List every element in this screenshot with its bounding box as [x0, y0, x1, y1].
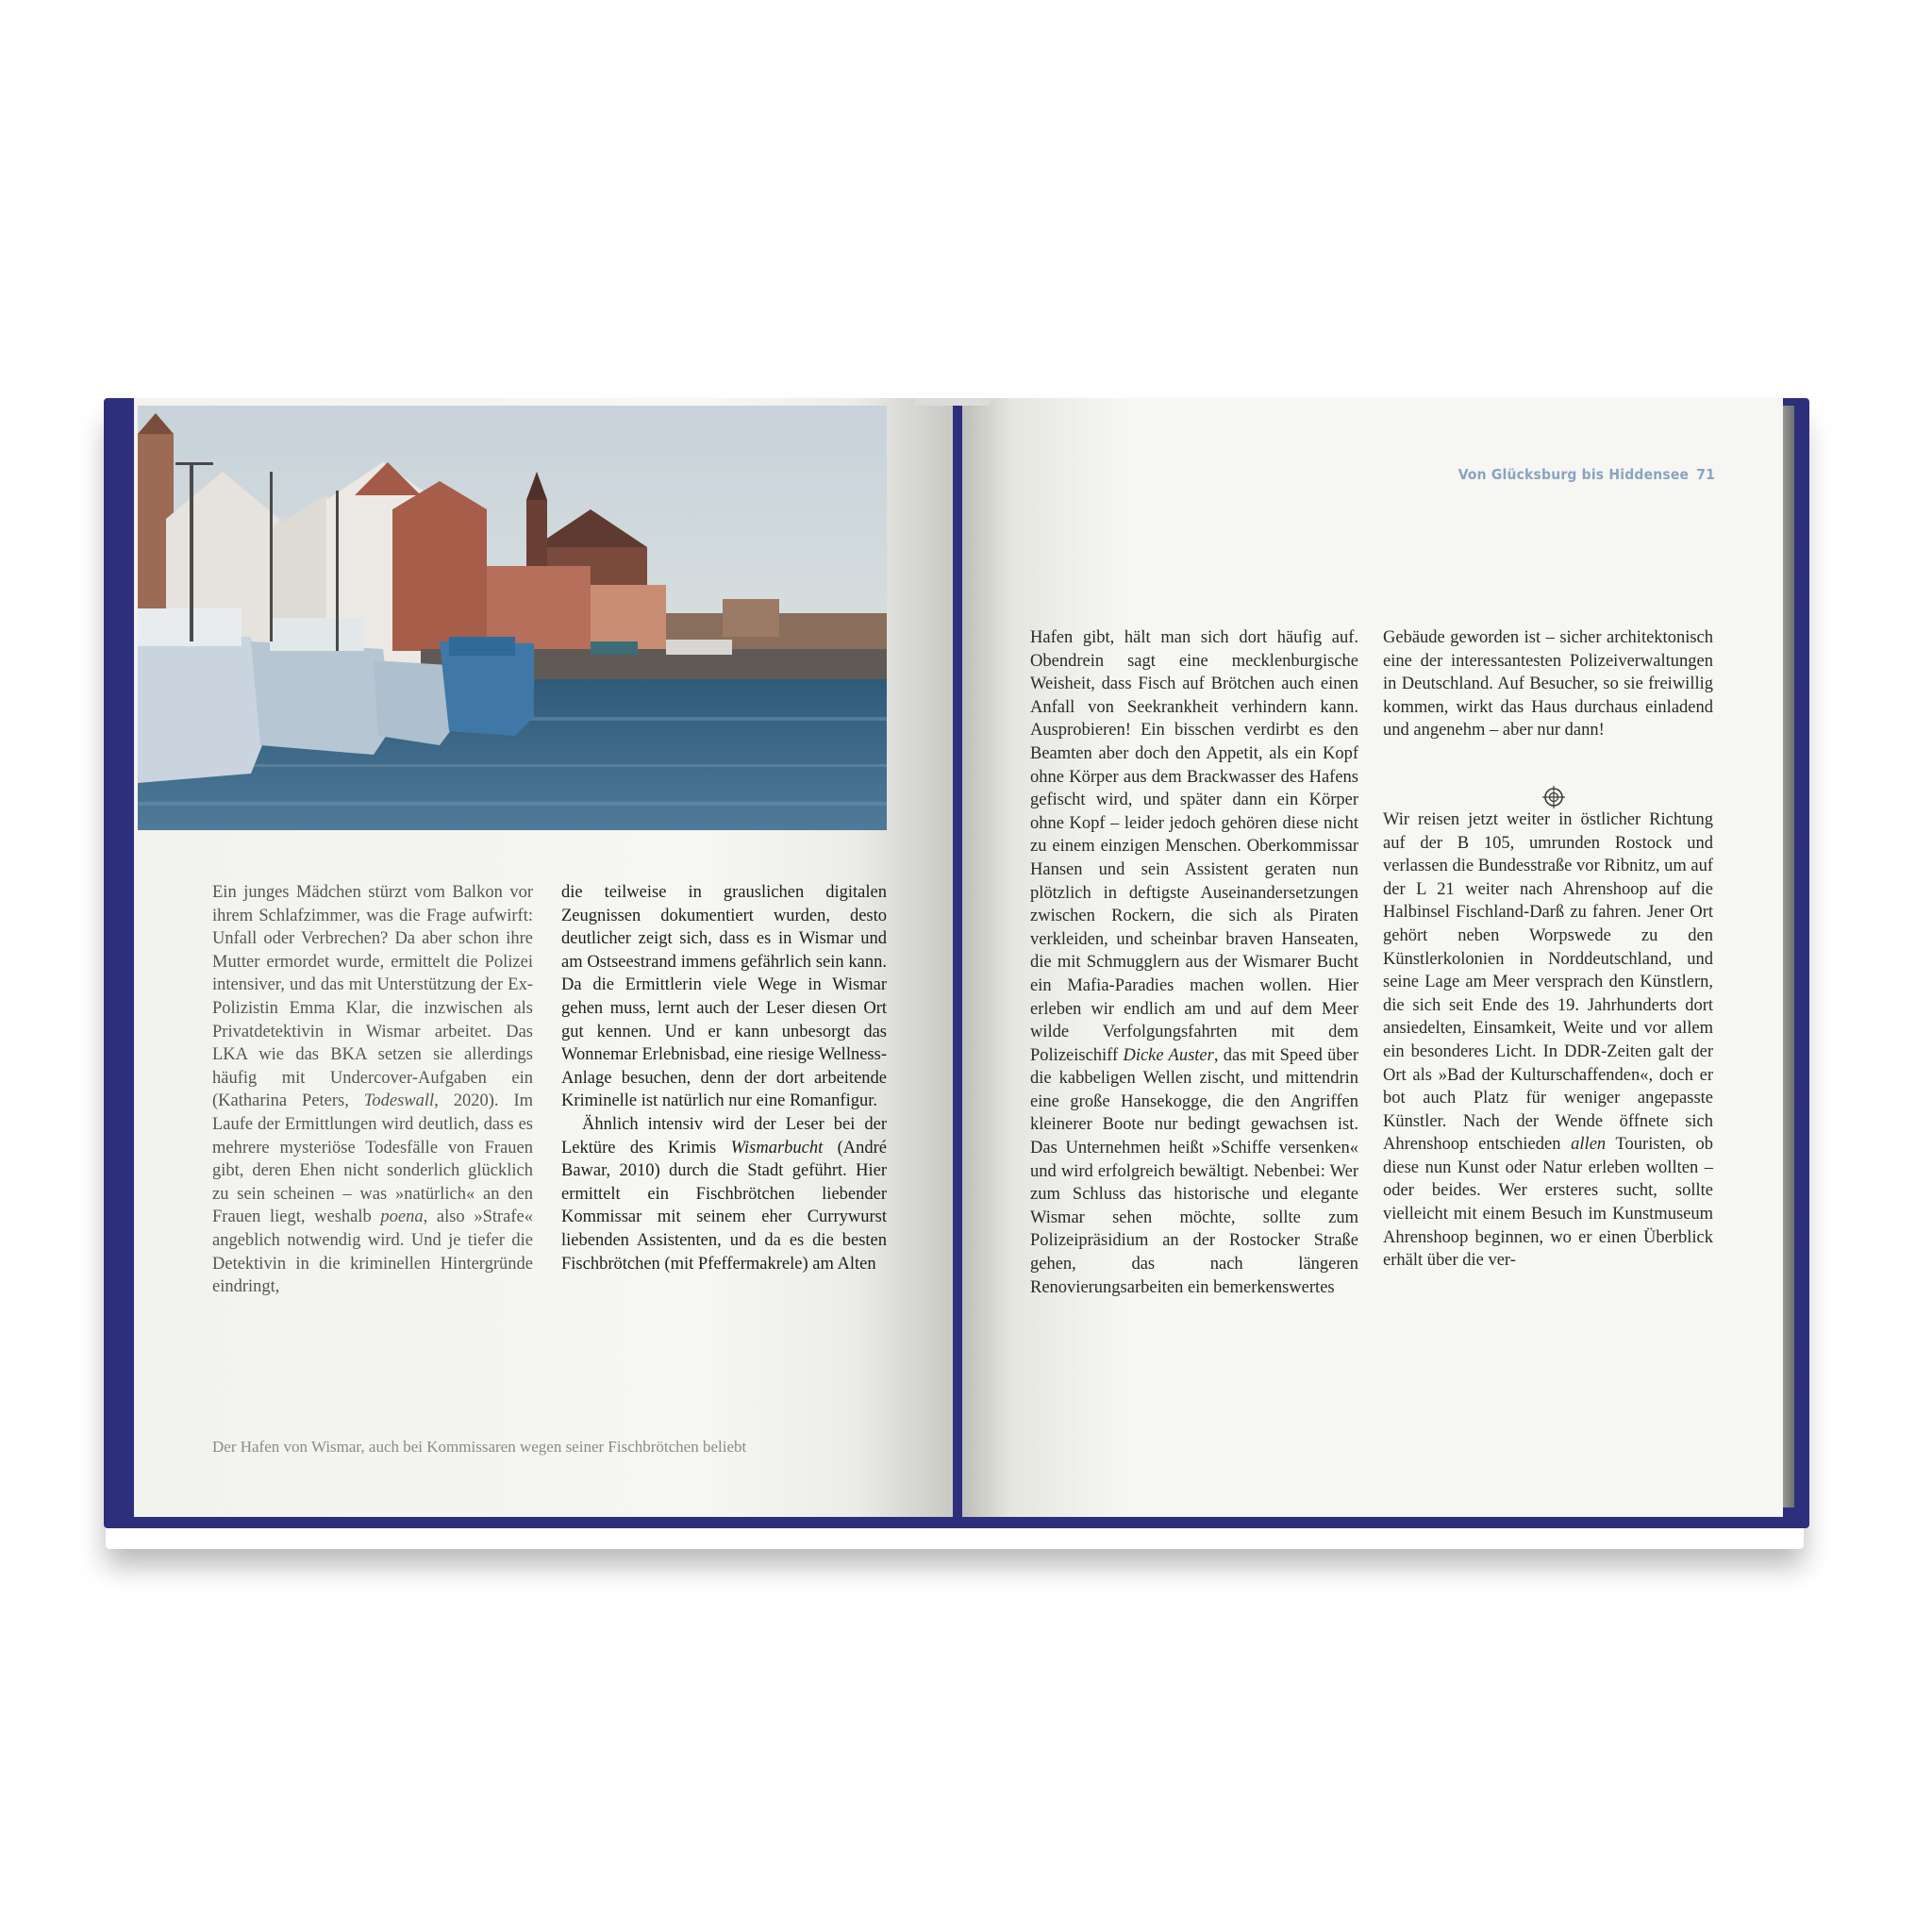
text-run: Ähnlich intensiv wird der Leser bei der Lektüre des Krimis [561, 1114, 887, 1158]
crosshair-ornament-icon [1541, 785, 1566, 809]
paragraph: Gebäude geworden ist – sicher architektonisch eine der interessantesten Polizeiverwaltungen in Deutschland. Auf Besucher, so sie freiwillig kommen, wirkt das Haus durchaus einladend und angenehm – aber nur dann! [1383, 628, 1713, 741]
page-number: 71 [1696, 466, 1715, 483]
book-title: Todeswall [363, 1091, 435, 1111]
left-column-1 [212, 881, 533, 1299]
text-run: , 2020). Im Laufe der Ermittlungen wird deutlich, dass es mehrere mysteriöse Todesfälle von Frauen gibt, deren Ehen nicht sonderlich glücklich zu sein scheinen – was »natürlich« an den Frauen liegt, weshalb [212, 1091, 533, 1227]
left-column-2 [561, 881, 887, 1275]
text-run: , das mit Speed über die kabbeligen Wellen zischt, und mittendrin eine große Hansekogge, die den Angriffen kleinerer Boote nur bedingt gewachsen ist. Das Unternehmen heißt »Schiffe versenken« und wird erfolgreich bewältigt. Nebenbei: Wer zum Schluss das historische und elegante Wismar sehen möchte, sollte zum Polizeipräsidium an der Rostocker Straße gehen, das nach längeren Renovierungsarbeiten ein bemerkenswertes [1030, 1045, 1358, 1297]
text-run: Wir reisen jetzt weiter in östlicher Richtung auf der B 105, umrunden Rostock und verlassen die Bundesstraße vor Ribnitz, um auf der L 21 weiter nach Ahrenshoop auf die Halbinsel Fischland-Darß zu fahren. Jener Ort gehört neben Worpswede zu den Künstlerkolonien in Norddeutschland, und seine Lage am Meer versprach den Künstlern, die sich seit Ende des 19. Jahrhunderts dort ansiedelten, Einsamkeit, Weite und vor allem ein besonderes Licht. In DDR-Zeiten galt der Ort als »Bad der Kulturschaffenden«, doch er bot auch Platz für weniger angepasste Künstler. Nach der Wende öffnete sich Ahrenshoop entschieden [1383, 809, 1713, 1155]
text-run: Hafen gibt, hält man sich dort häufig auf. Obendrein sagt eine mecklenburgische Weisheit, dass Fisch auf Brötchen auch einen Anfall von Seekrankheit verhindern kann. Ausprobieren! Ein bisschen verdirbt es den Beamten aber doch den Appetit, als ein Kopf ohne Körper aus dem Brackwasser des Hafens gefischt wird, und später dann ein Körper ohne Kopf – leider jedoch gehören diese nicht zu einem einzigen Menschen. Oberkommissar Hansen und sein Assistent geraten nun plötzlich in deftigste Auseinandersetzungen zwischen Rockern, die sich als Piraten verkleiden, und scheinbar braven Hanseaten, die mit Schmugglern aus der Wismarer Bucht ein Mafia-Paradies machen wollen. Hier erleben wir endlich am und auf dem Meer wilde Verfolgungsfahrten mit dem Polizeischiff [1030, 628, 1358, 1065]
photo-caption: Der Hafen von Wismar, auch bei Kommissaren wegen seiner Fischbrötchen beliebt [212, 1438, 747, 1456]
paragraph [1383, 808, 1713, 1273]
text-run: Touristen, ob diese nun Kunst oder Natur erleben wollten – oder beides. Wer ersteres sucht, sollte vielleicht mit einem Besuch im Kunstmuseum Ahrenshoop beginnen, wo er einen Überblick erhält über die ver- [1383, 1135, 1713, 1271]
latin-term: poena [380, 1208, 424, 1227]
page-edge [1781, 406, 1794, 1507]
harbor-photo [138, 406, 887, 830]
text-run: Ein junges Mädchen stürzt vom Balkon vor ihrem Schlafzimmer, was die Frage aufwirft: Unfall oder Verbrechen? Da aber schon ihre Mutter ermordet wurde, ermittelt die Polizei intensiver, und das mit Unterstützung der Ex-Polizistin Emma Klar, die inzwischen als Privatdetektivin in Wismar arbeitet. Das LKA wie das BKA setzen sie allerdings häufig mit Undercover-Aufgaben ein (Katharina Peters, [212, 883, 533, 1111]
text-run: , also »Strafe« angeblich notwendig wird. Und je tiefer die Detektivin in die kriminellen Hintergründe eindringt, [212, 1208, 533, 1297]
gutter [915, 398, 991, 406]
emphasis: allen [1571, 1135, 1607, 1155]
book-title: Wismarbucht [730, 1138, 824, 1158]
paragraph [212, 881, 533, 1299]
ship-name: Dicke Auster [1123, 1045, 1214, 1065]
right-column-1 [1030, 626, 1358, 1299]
paragraph: die teilweise in grauslichen digitalen Zeugnissen dokumentiert wurden, desto deutlicher zeigt sich, dass es in Wismar und am Ostseestrand immens gefährlich sein kann. Da die Ermittlerin viele Wege in Wismar gehen muss, lernt auch der Leser diesen Ort gut kennen. Und er kann unbesorgt das Wonnemar Erlebnisbad, eine riesige Wellness-Anlage besuchen, denn der dort arbeitende Kriminelle ist natürlich nur eine Romanfigur. [561, 883, 887, 1111]
right-column-2 [1383, 626, 1713, 1273]
text-run: (André Bawar, 2010) durch die Stadt geführt. Hier ermittelt ein Fischbrötchen liebender Kommissar mit seinem eher Currywurst liebenden Assistenten, und da es die besten Fischbrötchen (mit Pfeffermakrele) am Alten [561, 1138, 887, 1274]
paragraph [1030, 626, 1358, 1299]
running-head [1434, 466, 1715, 483]
paragraph [561, 1113, 887, 1275]
running-head-title: Von Glücksburg bis Hiddensee [1457, 466, 1690, 483]
